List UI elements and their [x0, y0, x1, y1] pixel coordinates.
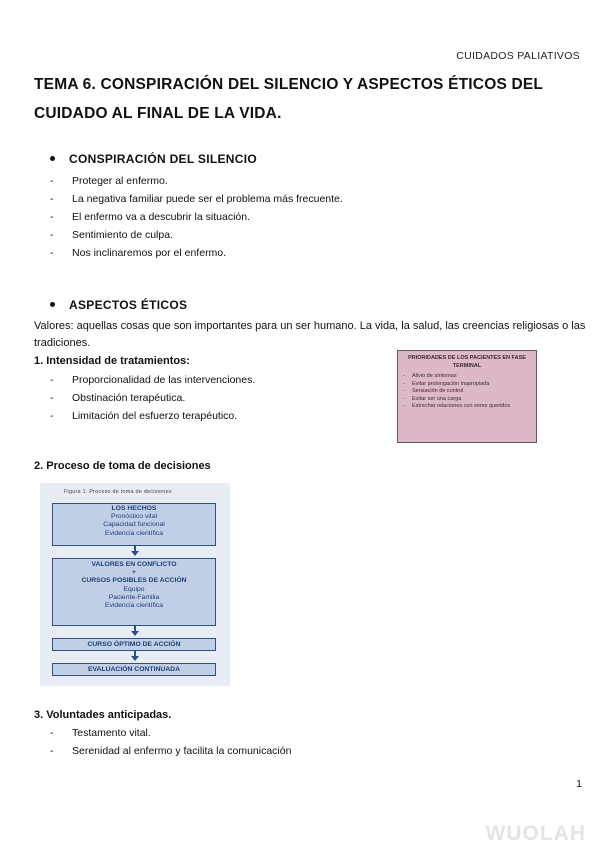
list-item: - Limitación del esfuerzo terapéutico. — [50, 407, 255, 425]
arrow-down-icon — [131, 656, 139, 661]
values-paragraph: Valores: aquellas cosas que son importantes para un ser humano. La vida, la salud, las creencias religiosas o las tradiciones. — [34, 320, 586, 349]
figure-box-line: Evidencia científica — [104, 529, 164, 537]
section-heading-ethics — [50, 298, 187, 312]
priorities-item: - Alivio de síntomas — [403, 373, 531, 381]
subheading-advance-directives: 3. Voluntades anticipadas. — [34, 709, 172, 721]
list-item: - Sentimiento de culpa. — [50, 226, 343, 244]
priorities-item: - Evitar ser una carga — [403, 396, 531, 404]
arrow-down-icon — [131, 551, 139, 556]
list-item: - La negativa familiar puede ser el problema más frecuente. — [50, 190, 343, 208]
list-item: - Proporcionalidad de las intervenciones. — [50, 371, 255, 389]
bullet-dot-icon — [50, 302, 55, 307]
figure-box-values — [52, 558, 216, 626]
priorities-item: - Evitar prolongación inapropiada — [403, 381, 531, 389]
figure-box-line: Pronóstico vital — [110, 513, 158, 521]
figure-box-line: Equipo — [123, 585, 145, 593]
list-item: - Nos inclinaremos por el enfermo. — [50, 244, 343, 262]
priorities-box-heading: PRIORIDADES DE LOS PACIENTES EN FASE TERMINAL — [408, 355, 526, 369]
figure-box-heading: CURSOS POSIBLES DE ACCIÓN — [81, 577, 187, 585]
priorities-item: - Sensación de control — [403, 388, 531, 396]
list-item: - El enfermo va a descubrir la situación. — [50, 208, 343, 226]
figure-box-heading: VALORES EN CONFLICTO — [91, 561, 177, 568]
bullet-dot-icon — [50, 156, 55, 161]
section-heading-conspiracy — [50, 152, 257, 166]
arrow-down-icon — [131, 631, 139, 636]
figure-box-evaluation — [52, 663, 216, 676]
list-item: - Obstinación terapéutica. — [50, 389, 255, 407]
treatment-list — [50, 371, 255, 425]
figure-box-heading: LOS HECHOS — [111, 505, 157, 512]
decision-process-figure — [40, 483, 230, 686]
priorities-box — [397, 350, 537, 443]
list-item: - Serenidad al enfermo y facilita la comunicación — [50, 742, 291, 760]
figure-box-heading: EVALUACIÓN CONTINUADA — [87, 666, 180, 673]
watermark-logo: WUOLAH — [485, 822, 586, 845]
figure-box-heading: CURSO ÓPTIMO DE ACCIÓN — [87, 641, 181, 648]
figure-box-line: Evidencia científica — [104, 602, 164, 610]
conspiracy-list — [50, 172, 343, 262]
advance-directives-list — [50, 724, 291, 760]
figure-box-facts — [52, 503, 216, 546]
list-item: - Testamento vital. — [50, 724, 291, 742]
figure-box-plus: + — [132, 569, 136, 577]
section-heading-text: CONSPIRACIÓN DEL SILENCIO — [69, 152, 257, 166]
figure-box-line: Capacidad funcional — [103, 521, 165, 529]
page-title: TEMA 6. CONSPIRACIÓN DEL SILENCIO Y ASPECTOS ÉTICOS DEL CUIDADO AL FINAL DE LA VIDA. — [34, 76, 543, 122]
priorities-item: - Estrechar relaciones con seres queridos — [403, 403, 531, 411]
figure-title: Figura 1: Proceso de toma de decisiones — [64, 489, 172, 495]
subheading-decision-process: 2. Proceso de toma de decisiones — [34, 460, 211, 472]
figure-box-line: Paciente-Familia — [108, 593, 160, 601]
page-number: 1 — [576, 778, 582, 790]
figure-box-optimal-course — [52, 638, 216, 651]
subheading-treatment-intensity: 1. Intensidad de tratamientos: — [34, 355, 190, 367]
list-item: - Proteger al enfermo. — [50, 172, 343, 190]
section-heading-text: ASPECTOS ÉTICOS — [69, 298, 188, 312]
running-header: CUIDADOS PALIATIVOS — [456, 50, 580, 62]
